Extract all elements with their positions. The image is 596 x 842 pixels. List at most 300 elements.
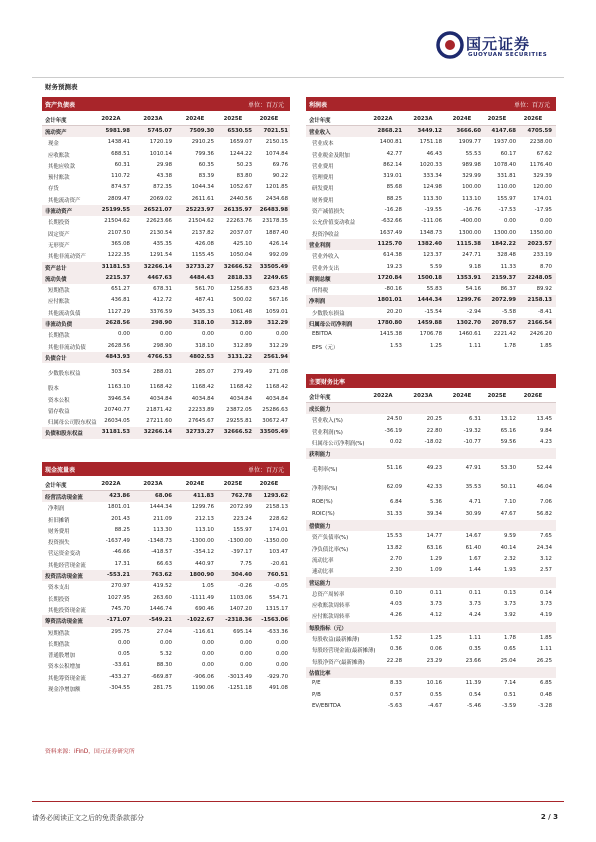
row-value: 1444.34	[417, 297, 442, 304]
row-label: 现金	[48, 141, 59, 148]
row-label: 投资净收益	[312, 231, 339, 238]
table-row	[42, 341, 290, 352]
row-value: 1127.29	[107, 308, 130, 315]
row-value: 1244.22	[229, 150, 252, 157]
row-value: 5981.98	[105, 128, 130, 134]
table-title-bar	[306, 374, 556, 388]
row-value: 8.70	[539, 263, 552, 270]
row-value: 59.56	[500, 438, 516, 445]
table-row	[42, 194, 290, 205]
row-value: 1.85	[539, 342, 552, 349]
table-row	[306, 459, 556, 478]
row-label: 归属母公司净利润(%)	[312, 440, 365, 447]
row-value: 19.23	[386, 263, 402, 270]
row-value: 270.97	[111, 583, 130, 590]
row-value: 554.71	[269, 594, 288, 601]
table-row	[42, 649, 290, 660]
row-value: 0.00	[117, 639, 130, 646]
row-value: -116.61	[193, 628, 214, 635]
row-value: 1155.45	[191, 252, 214, 259]
row-value: 23872.05	[226, 406, 252, 413]
row-value: 35.53	[465, 484, 481, 491]
row-value: 0.00	[503, 218, 516, 225]
table-row	[306, 182, 556, 193]
row-label: 营业外收入	[312, 254, 339, 261]
row-value: -46.66	[112, 549, 130, 556]
row-value: 1500.18	[417, 274, 442, 281]
row-value: 2072.99	[229, 504, 252, 511]
row-value: 487.41	[195, 297, 214, 304]
table-row	[42, 604, 290, 615]
table-row	[42, 683, 290, 694]
table-row	[306, 543, 556, 554]
row-label: EV/EBITDA	[312, 702, 341, 709]
row-value: 52.44	[536, 465, 552, 472]
row-label: 非流动资产	[45, 209, 72, 216]
row-value: 1103.06	[229, 594, 252, 601]
row-value: -1563.06	[261, 617, 288, 624]
row-value: 1.93	[503, 567, 516, 574]
row-label: 偿债能力	[309, 524, 331, 531]
row-value: -111.06	[421, 218, 442, 225]
row-value: 2248.05	[527, 274, 552, 281]
row-label: 所得税	[312, 288, 329, 295]
balance-sheet-table	[42, 97, 290, 439]
row-value: 1.44	[468, 567, 481, 574]
table-row	[306, 250, 556, 261]
row-value: 1010.14	[149, 150, 172, 157]
row-value: 760.51	[267, 572, 288, 579]
row-value: 63.16	[426, 544, 442, 551]
row-value: 2628.56	[107, 342, 130, 349]
row-label: 存货	[48, 186, 59, 193]
row-value: 4.19	[539, 612, 552, 619]
row-value: 1168.42	[191, 384, 214, 391]
row-value: 0.00	[159, 639, 172, 646]
row-value: 1300.00	[493, 229, 516, 236]
row-label: 流动资产	[45, 130, 67, 136]
row-value: 0.11	[429, 589, 442, 596]
row-value: 0.13	[503, 589, 516, 596]
row-value: 4034.84	[149, 395, 172, 402]
row-value: 0.35	[468, 646, 481, 653]
row-value: 2069.02	[149, 195, 172, 202]
row-value: 2611.61	[191, 195, 214, 202]
row-value: -10.77	[463, 438, 481, 445]
table-row	[306, 678, 556, 689]
table-row	[42, 329, 290, 340]
table-title: 现金流量表	[45, 467, 76, 474]
row-value: 33505.49	[259, 263, 288, 270]
header-year: 2026E	[523, 393, 543, 399]
row-value: 678.31	[153, 286, 172, 293]
row-value: 331.81	[497, 173, 516, 180]
row-label: EPS（元）	[312, 344, 339, 351]
row-value: 1299.76	[456, 297, 481, 304]
row-value: 992.09	[269, 252, 288, 259]
row-value: 2.32	[503, 555, 516, 562]
row-value: 4.24	[468, 612, 481, 619]
row-value: 123.37	[423, 252, 442, 259]
row-value: 1300.00	[458, 229, 481, 236]
row-value: 1020.33	[419, 161, 442, 168]
row-value: 5745.07	[147, 128, 172, 134]
row-label: 每股收益(最新摊薄)	[312, 637, 360, 644]
row-value: 1415.38	[379, 331, 402, 338]
row-value: 0.00	[275, 651, 288, 658]
row-value: 1201.85	[265, 184, 288, 191]
row-label: 流动负债	[45, 276, 67, 283]
row-value: 27645.67	[188, 418, 214, 425]
row-value: 4147.68	[491, 128, 516, 134]
row-value: -553.21	[106, 572, 130, 579]
row-value: 0.00	[275, 639, 288, 646]
row-value: 15.53	[386, 533, 402, 540]
row-value: 762.78	[231, 493, 252, 499]
table-row	[306, 426, 556, 437]
header-year: 2024E	[452, 393, 472, 399]
row-value: 32266.14	[143, 429, 172, 436]
header-year: 2023A	[143, 481, 163, 487]
row-value: 2137.82	[191, 229, 214, 236]
row-value: 20.20	[386, 308, 402, 315]
row-value: 298.90	[153, 342, 172, 349]
row-value: 0.00	[117, 331, 130, 338]
row-value: 426.14	[269, 240, 288, 247]
row-value: 103.47	[269, 549, 288, 556]
row-value: 90.22	[272, 173, 288, 180]
row-value: 4.26	[389, 612, 402, 619]
table-row	[306, 577, 556, 588]
row-value: 2150.15	[265, 139, 288, 146]
row-value: 1459.88	[417, 320, 442, 327]
row-label: 营业成本	[312, 141, 334, 148]
header-year: 2025E	[223, 481, 243, 487]
row-value: 2130.54	[149, 229, 172, 236]
row-value: 2561.94	[263, 353, 288, 360]
row-label: 应收账款周转率	[312, 603, 350, 610]
row-value: 2107.50	[107, 229, 130, 236]
row-value: 47.91	[465, 465, 481, 472]
row-value: 426.08	[195, 240, 214, 247]
row-value: 0.51	[503, 691, 516, 698]
header-year: 2024E	[452, 116, 472, 122]
row-value: 1176.40	[529, 161, 552, 168]
row-value: 2.30	[389, 567, 402, 574]
row-value: 4034.84	[191, 395, 214, 402]
row-value: 263.60	[153, 594, 172, 601]
table-row	[306, 329, 556, 340]
row-value: 623.48	[269, 286, 288, 293]
row-value: 33505.49	[259, 429, 288, 436]
row-value: 0.00	[159, 331, 172, 338]
row-value: -8.41	[538, 308, 552, 315]
row-value: 0.14	[539, 589, 552, 596]
row-value: 2426.20	[529, 331, 552, 338]
row-value: 23.66	[465, 657, 481, 664]
row-value: 68.06	[154, 493, 172, 499]
row-value: 303.54	[111, 369, 130, 376]
row-label: 应收账款	[48, 152, 70, 159]
row-label: 归属母公司净利润	[309, 322, 353, 329]
company-logo	[436, 31, 566, 65]
row-value: 29.98	[156, 161, 172, 168]
row-value: 32666.52	[223, 263, 252, 270]
row-value: -4.67	[428, 702, 442, 709]
row-value: 25286.63	[262, 406, 288, 413]
table-row	[306, 149, 556, 160]
row-value: 4843.93	[105, 353, 130, 360]
row-label: 资本公积增加	[48, 664, 81, 671]
row-value: 1887.40	[265, 229, 288, 236]
row-value: 50.23	[236, 161, 252, 168]
row-value: 31181.53	[101, 429, 130, 436]
row-value: 7.65	[539, 533, 552, 540]
table-row	[306, 644, 556, 655]
header-year: 2025E	[223, 116, 243, 122]
table-row	[42, 171, 290, 182]
table-row	[42, 228, 290, 239]
row-value: 872.35	[153, 184, 172, 191]
row-value: -17.95	[534, 207, 552, 214]
row-value: -171.07	[106, 617, 130, 624]
row-label: 预付账款	[48, 175, 70, 182]
row-value: 11.39	[465, 680, 481, 687]
row-value: 763.62	[151, 572, 172, 579]
row-value: 1302.70	[456, 320, 481, 327]
row-value: 0.06	[429, 646, 442, 653]
table-row	[306, 554, 556, 565]
row-label: 公允价值变动收益	[312, 220, 356, 227]
row-label: ROE(%)	[312, 499, 333, 506]
row-value: 2078.57	[491, 320, 516, 327]
table-row	[42, 394, 290, 405]
row-label: 少数股东权益	[48, 371, 81, 378]
header-label: 会计年度	[309, 395, 331, 401]
row-label: 净负债比率(%)	[312, 546, 349, 553]
row-value: 695.14	[233, 628, 252, 635]
table-row	[42, 405, 290, 416]
row-value: 328.48	[497, 252, 516, 259]
row-label: 营业税金及附加	[312, 152, 350, 159]
row-value: 2072.99	[491, 297, 516, 304]
row-value: 40.14	[500, 544, 516, 551]
row-value: -1350.00	[263, 538, 288, 545]
row-label: 其他投资现金流	[48, 607, 86, 614]
row-value: 9.59	[503, 533, 516, 540]
row-value: 22263.76	[226, 218, 252, 225]
row-value: 285.07	[195, 369, 214, 376]
row-label: 营业外支出	[312, 265, 339, 272]
row-value: 3.73	[429, 601, 442, 608]
row-value: 298.90	[151, 320, 172, 327]
table-row	[306, 633, 556, 644]
row-value: 155.97	[497, 195, 516, 202]
row-label: 财务费用	[312, 197, 334, 204]
row-value: 211.09	[153, 515, 172, 522]
row-value: 1751.18	[419, 139, 442, 146]
row-value: 20.25	[426, 416, 442, 423]
row-value: 26.25	[536, 657, 552, 664]
row-label: 净利润	[48, 506, 65, 513]
row-value: 3131.22	[227, 353, 252, 360]
table-header-row	[42, 478, 290, 491]
header-year: 2026E	[523, 116, 543, 122]
row-value: 1780.80	[377, 320, 402, 327]
row-value: 247.71	[462, 252, 481, 259]
row-label: 经营活动现金流	[45, 495, 83, 501]
row-value: 100.00	[462, 184, 481, 191]
table-row	[306, 690, 556, 701]
table-row	[306, 137, 556, 148]
row-value: 1446.74	[149, 605, 172, 612]
row-value: 0.00	[201, 662, 214, 669]
table-row	[42, 149, 290, 160]
row-value: 0.65	[503, 646, 516, 653]
row-label: 非流动负债	[45, 322, 72, 329]
row-label: 成长能力	[309, 407, 331, 413]
table-row	[42, 307, 290, 318]
row-value: -3.28	[538, 702, 552, 709]
header-year: 2022A	[373, 116, 393, 122]
row-label: 负债合计	[45, 355, 67, 362]
row-value: 329.99	[462, 173, 481, 180]
row-value: 412.72	[153, 297, 172, 304]
row-value: 1.52	[389, 635, 402, 642]
row-label: ROIC(%)	[312, 510, 335, 517]
row-value: 6.31	[468, 416, 481, 423]
row-value: 42.33	[426, 484, 442, 491]
row-value: 25223.97	[185, 207, 214, 214]
row-value: 1299.76	[191, 504, 214, 511]
row-value: -16.28	[384, 207, 402, 214]
row-value: 54.16	[465, 286, 481, 293]
row-value: 281.75	[153, 685, 172, 692]
row-value: 2809.47	[107, 195, 130, 202]
row-value: -19.32	[463, 427, 481, 434]
row-value: 174.01	[533, 195, 552, 202]
row-value: 113.30	[153, 526, 172, 533]
table-row	[42, 536, 290, 547]
row-value: 3.73	[503, 601, 516, 608]
row-value: 24.34	[536, 544, 552, 551]
row-label: 获利能力	[309, 452, 331, 459]
row-label: 净利率(%)	[312, 486, 338, 493]
row-value: 1720.19	[149, 139, 172, 146]
row-value: 1.11	[468, 342, 481, 349]
table-row	[306, 497, 556, 508]
row-label: 其他非流动负债	[48, 344, 86, 351]
row-value: -0.26	[238, 583, 252, 590]
header-label: 会计年度	[45, 118, 67, 124]
row-value: 67.62	[536, 150, 552, 157]
table-title: 资产负债表	[45, 102, 76, 109]
financial-ratios-table	[306, 374, 556, 712]
row-label: 毛利率(%)	[312, 467, 338, 474]
row-value: -1251.18	[227, 685, 252, 692]
row-label: 长期借款	[48, 641, 70, 648]
row-value: -1111.49	[189, 594, 214, 601]
row-value: 49.23	[426, 465, 442, 472]
row-value: 223.24	[233, 515, 252, 522]
row-value: 4467.63	[147, 274, 172, 281]
row-value: 1720.84	[377, 274, 402, 281]
table-row	[42, 581, 290, 592]
row-value: 174.01	[269, 526, 288, 533]
table-header-row	[306, 390, 556, 403]
row-value: 1350.00	[529, 229, 552, 236]
row-label: 流动比率	[312, 557, 334, 564]
table-title-bar	[42, 97, 290, 111]
row-value: 32733.27	[185, 429, 214, 436]
table-row	[306, 531, 556, 542]
row-value: 1.25	[429, 342, 442, 349]
row-value: 4.12	[429, 612, 442, 619]
row-value: 7509.30	[189, 128, 214, 134]
row-value: 271.08	[269, 369, 288, 376]
row-label: 财务费用	[48, 528, 70, 535]
row-value: 318.10	[195, 342, 214, 349]
row-value: 4034.84	[229, 395, 252, 402]
row-label: 负债和股东权益	[45, 431, 83, 438]
row-value: 1044.34	[191, 184, 214, 191]
row-value: 2037.07	[229, 229, 252, 236]
row-value: 1.11	[539, 646, 552, 653]
row-label: 应付账款	[48, 299, 70, 306]
row-value: -1300.00	[189, 538, 214, 545]
row-value: 7021.51	[263, 128, 288, 134]
table-row	[306, 610, 556, 621]
row-value: 60.31	[114, 161, 130, 168]
row-value: 22.28	[386, 657, 402, 664]
row-value: 5.36	[429, 499, 442, 506]
row-value: 88.30	[156, 662, 172, 669]
table-title-bar	[306, 97, 556, 111]
row-value: 874.57	[111, 184, 130, 191]
row-value: 0.10	[389, 589, 402, 596]
row-label: 总资产周转率	[312, 591, 345, 598]
row-value: 0.00	[239, 651, 252, 658]
row-value: 62.09	[386, 484, 402, 491]
row-value: 1291.54	[149, 252, 172, 259]
row-label: 短期借款	[48, 288, 70, 295]
row-value: 60.17	[500, 150, 516, 157]
row-value: 500.02	[233, 297, 252, 304]
page-number: 2 / 3	[540, 813, 558, 821]
header-year: 2023A	[413, 393, 433, 399]
row-value: 614.38	[383, 252, 402, 259]
row-value: 13.12	[500, 416, 516, 423]
row-value: 3435.33	[191, 308, 214, 315]
row-value: 2.57	[539, 567, 552, 574]
row-label: 资本公积	[48, 397, 70, 404]
table-row	[306, 273, 556, 284]
row-label: 其他筹资现金流	[48, 675, 86, 682]
row-value: 22.80	[426, 427, 442, 434]
table-row	[42, 559, 290, 570]
row-value: 201.43	[111, 515, 130, 522]
row-value: 212.13	[195, 515, 214, 522]
row-value: 2023.57	[527, 240, 552, 247]
row-value: 1937.00	[493, 139, 516, 146]
row-value: 0.54	[468, 691, 481, 698]
row-value: 1168.42	[149, 384, 172, 391]
row-value: 21504.62	[104, 218, 130, 225]
row-value: 2159.37	[491, 274, 516, 281]
logo-name-en: GUOYUAN SECURITIES	[468, 52, 548, 58]
row-value: 989.98	[462, 161, 481, 168]
row-value: 0.00	[239, 331, 252, 338]
